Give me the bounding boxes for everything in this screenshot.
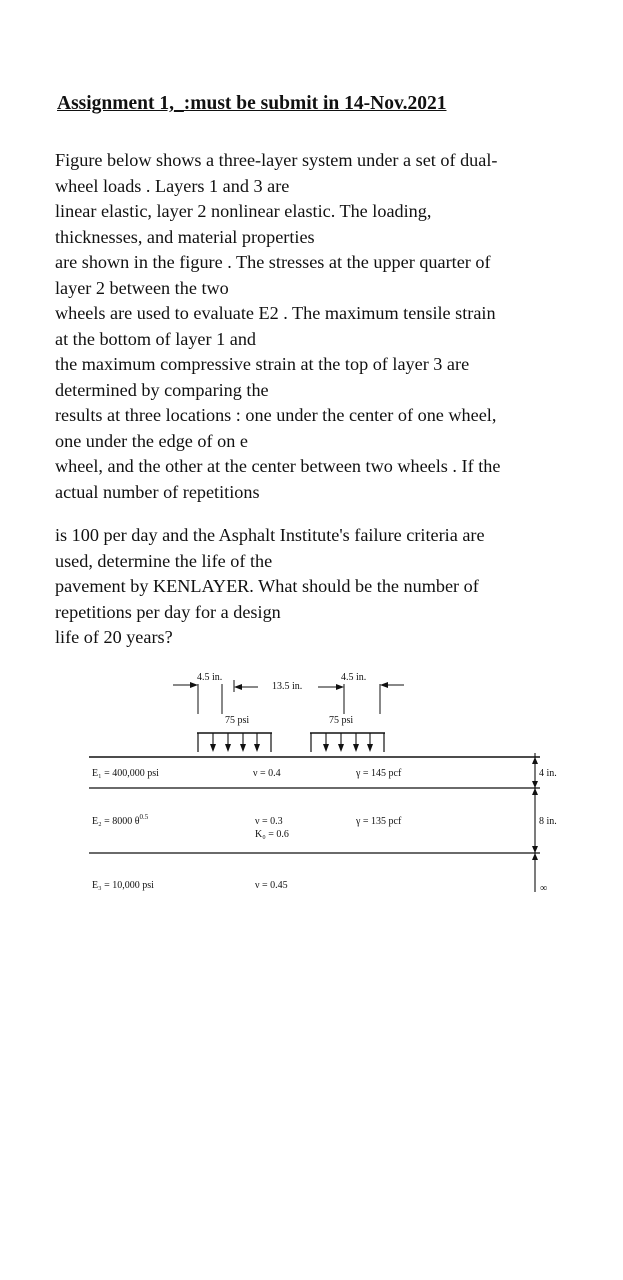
text-line: actual number of repetitions (55, 481, 260, 502)
pavement-layer-figure (0, 660, 623, 920)
layer1-unit-weight: γ = 145 pcf (356, 768, 402, 779)
left-pressure-label: 75 psi (225, 715, 250, 726)
thickness-dimension (532, 753, 538, 892)
problem-paragraph-1 (55, 148, 603, 505)
text-line: linear elastic, layer 2 nonlinear elastic. The loading, (55, 201, 432, 221)
layer3-thickness: ∞ (540, 883, 548, 894)
layer3-modulus: E₃ = 10,000 psi (92, 880, 154, 891)
layer1-poisson: ν = 0.4 (253, 768, 281, 779)
layer2-modulus (92, 813, 149, 827)
text-line: wheels are used to evaluate E2 . The maximum tensile strain (55, 303, 496, 323)
text-line: pavement by KENLAYER. What should be the number of (55, 576, 479, 596)
wheel-spacing-label: 13.5 in. (272, 681, 303, 692)
arrow-head (380, 682, 388, 688)
layer3-poisson: ν = 0.45 (255, 880, 288, 891)
text-line: layer 2 between the two (55, 277, 229, 298)
right-wheel-load (310, 733, 385, 752)
problem-paragraph-2 (55, 523, 603, 651)
assignment-title: Assignment 1,_:must be submit in 14-Nov.2021 (57, 93, 447, 114)
text-line: life of 20 years? (55, 627, 173, 647)
left-wheel-width-label: 4.5 in. (197, 672, 223, 683)
text-line: results at three locations : one under the center of one wheel, (55, 405, 497, 425)
text-line: Figure below shows a three-layer system under a set of dual- (55, 150, 498, 170)
arrow-head (234, 684, 242, 690)
arrow-head (336, 684, 344, 690)
layer2-unit-weight: γ = 135 pcf (356, 816, 402, 827)
text-line: determined by comparing the (55, 379, 269, 400)
layer2-modulus-exponent: 0.5 (139, 813, 149, 821)
text-line: thicknesses, and material properties (55, 226, 315, 247)
text-line: at the bottom of layer 1 and (55, 328, 257, 349)
right-pressure-label: 75 psi (329, 715, 354, 726)
text-line: wheel loads . Layers 1 and 3 are (55, 175, 290, 196)
text-line: is 100 per day and the Asphalt Institute's failure criteria are (55, 525, 485, 545)
text-line: wheel, and the other at the center between two wheels . If the (55, 456, 501, 476)
text-line: are shown in the figure . The stresses at the upper quarter of (55, 252, 491, 272)
text-line: one under the edge of on e (55, 430, 248, 451)
layer1-thickness: 4 in. (539, 768, 557, 779)
right-wheel-width-label: 4.5 in. (341, 672, 367, 683)
layer2-thickness: 8 in. (539, 816, 557, 827)
layer2-k0: K₀ = 0.6 (255, 829, 289, 840)
layer2-modulus-base: E₂ = 8000 θ (92, 816, 140, 827)
text-line: repetitions per day for a design (55, 601, 281, 622)
text-line: used, determine the life of the (55, 550, 273, 571)
left-wheel-load (197, 733, 272, 752)
text-line: the maximum compressive strain at the top of layer 3 are (55, 354, 470, 374)
layer2-poisson: ν = 0.3 (255, 816, 283, 827)
layer1-modulus: E₁ = 400,000 psi (92, 768, 159, 779)
